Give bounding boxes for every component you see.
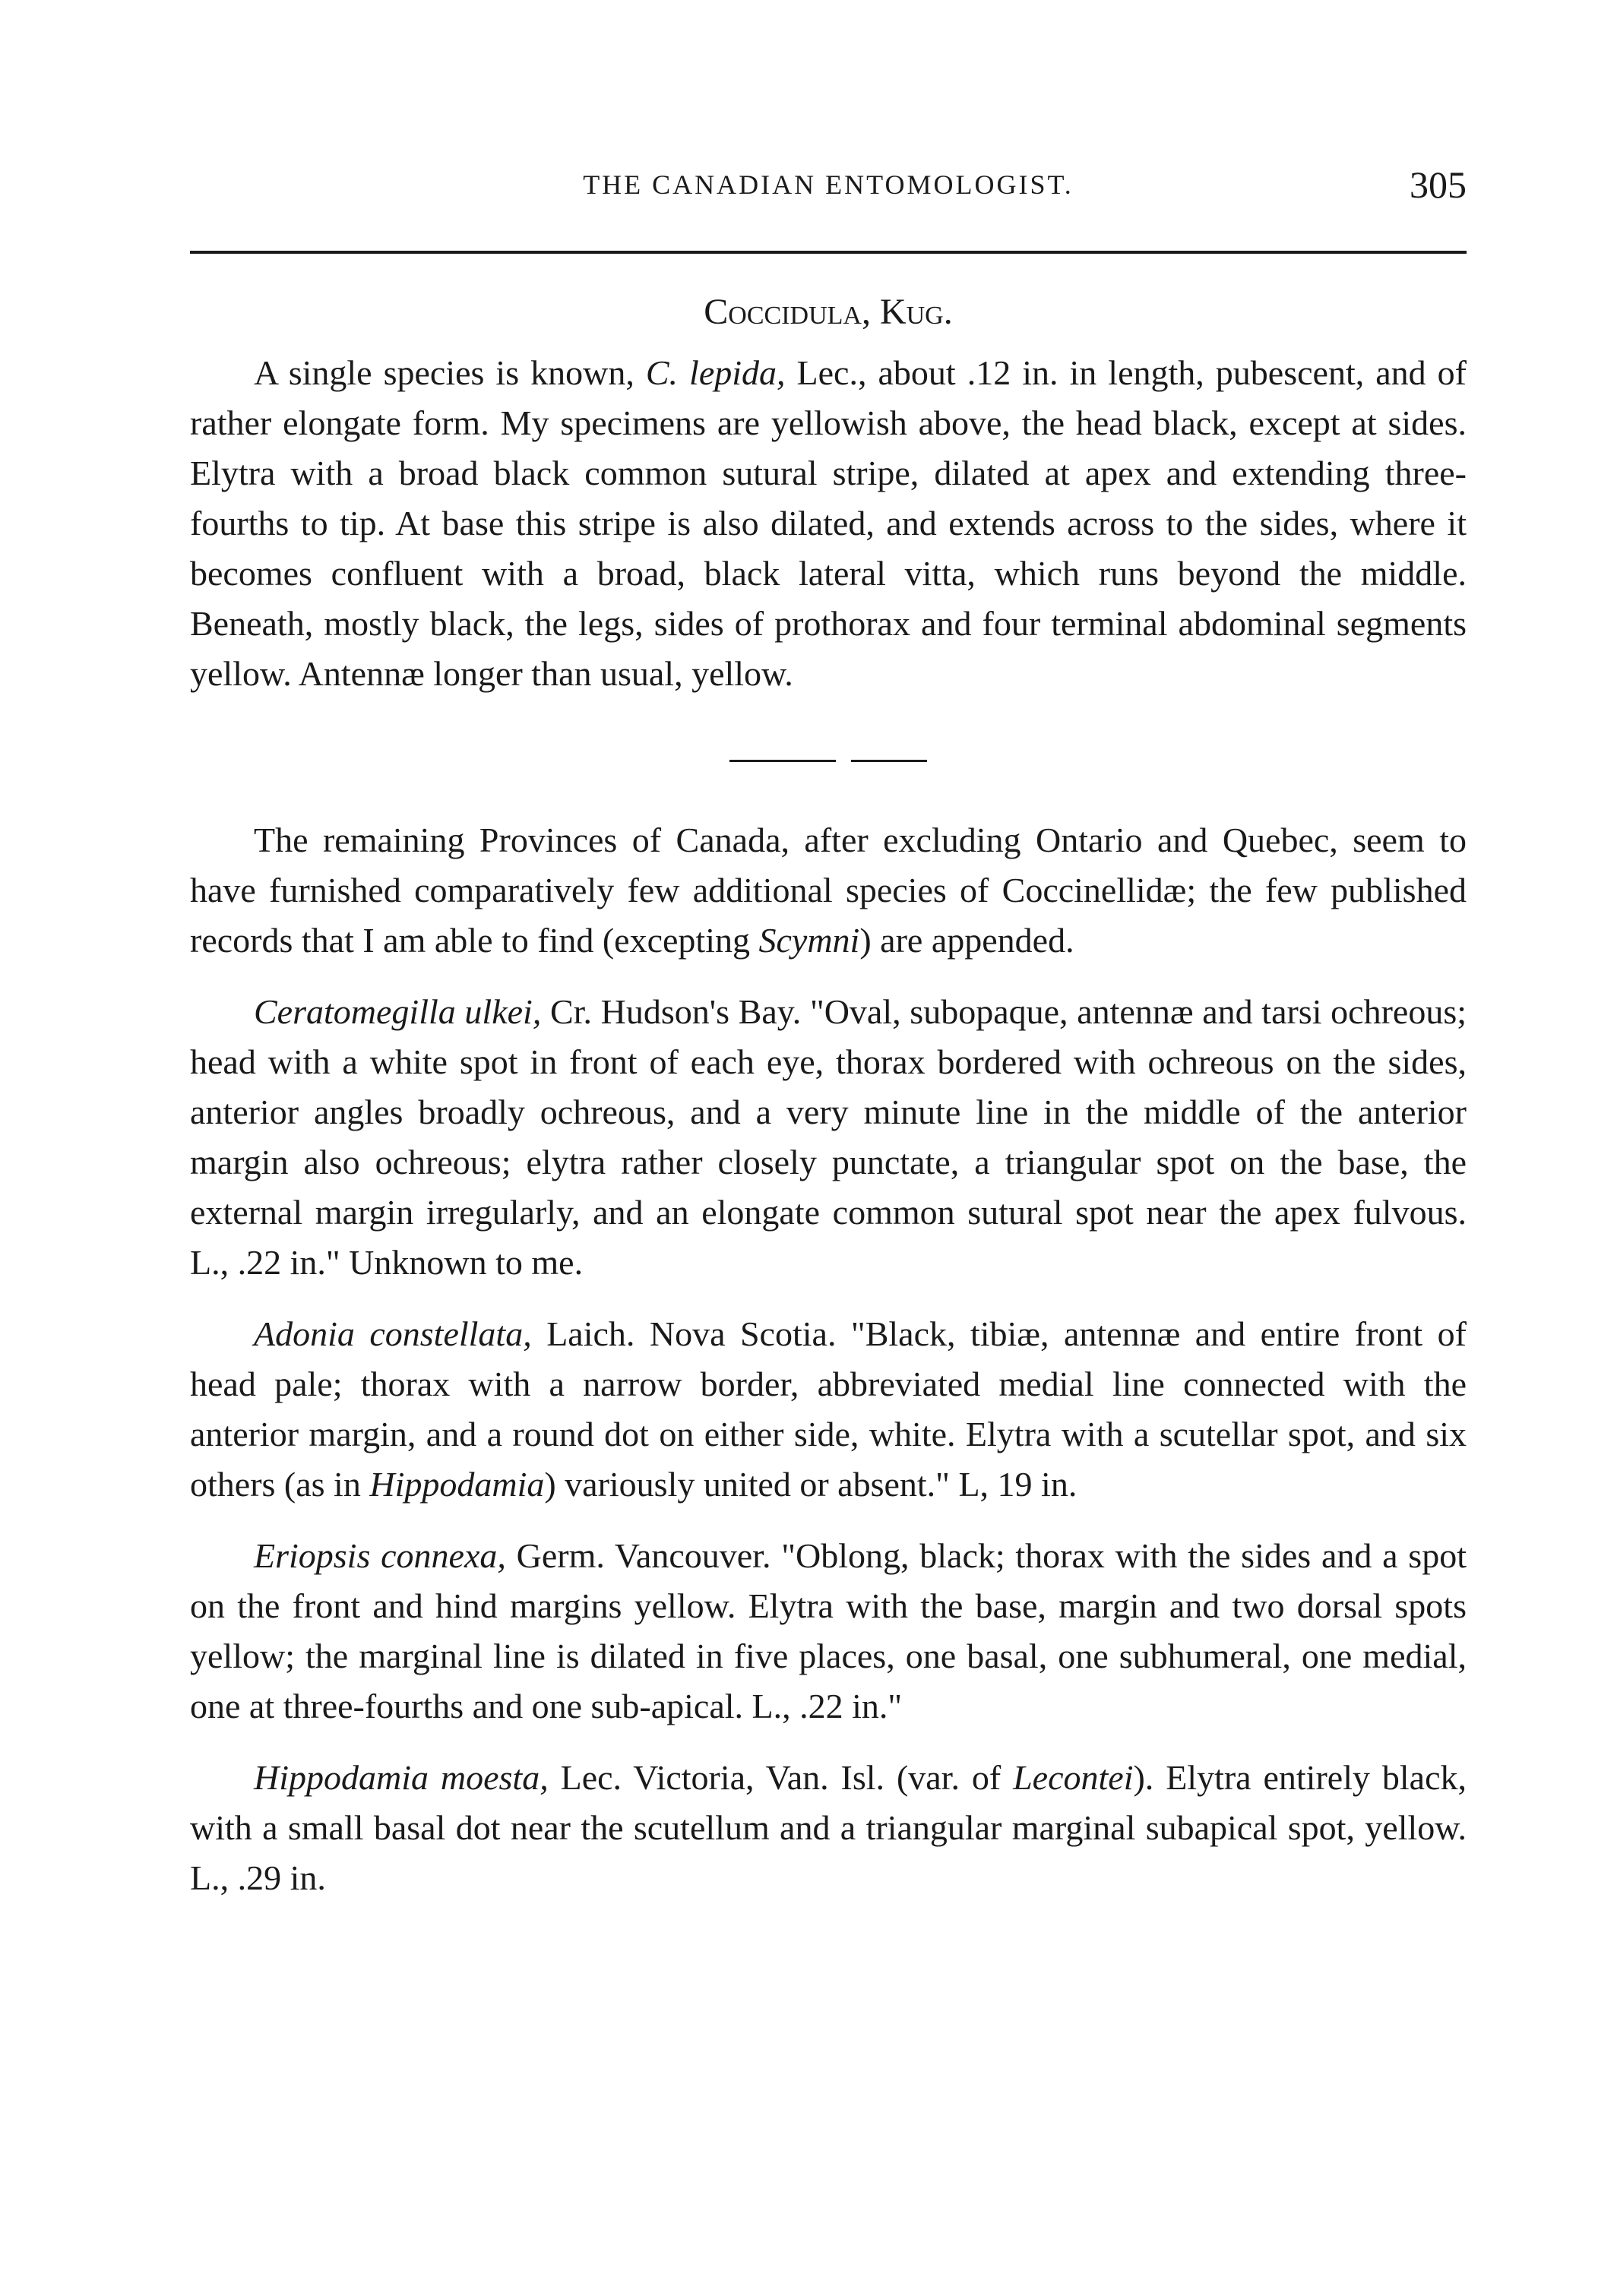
entry-text: ) variously united or absent." L, 19 in. bbox=[544, 1465, 1077, 1504]
entry-text: Cr. Hudson's Bay. "Oval, subopaque, antennæ and tarsi ochreous; head with a white spot in front of each eye, thorax bordered with ochreous on the sides, anterior angles broadly ochreous, and a very minute line in the middle of the anterior margin also ochreous; elytra rather closely punctate, a triangular spot on the base, the external margin irregularly, and an elongate common sutural spot near the apex fulvous. L., .22 in." Unknown to me. bbox=[190, 992, 1467, 1282]
entry-text: Germ. Vancouver. "Oblong, black; thorax with the sides and a spot on the front and hind margins yellow. Elytra with the base, margin and two dorsal spots yellow; the marginal line is dilated in five places, one basal, one subhumeral, one medial, one at three-fourths and one sub-apical. L., .22 in." bbox=[190, 1536, 1467, 1725]
species-entry bbox=[190, 1753, 1467, 1903]
running-head bbox=[190, 163, 1467, 214]
text-run: A single species is known, bbox=[254, 353, 646, 392]
species-name: Adonia constellata, bbox=[254, 1314, 532, 1353]
divider-dash bbox=[851, 760, 927, 762]
species-name: Eriopsis connexa, bbox=[254, 1536, 506, 1575]
text-run: Lec., about .12 in. in length, pubescent, and of rather elongate form. My specimens are yellowish above, the head black, except at sides. Elytra with a broad black common sutural stripe, dilated at apex and extending three-fourths to tip. At base this stripe is also dilated, and extends across to the sides, where it becomes confluent with a broad, black lateral vitta, which runs beyond the middle. Beneath, mostly black, the legs, sides of prothorax and four terminal abdominal segments yellow. Antennæ longer than usual, yellow. bbox=[190, 353, 1467, 693]
text-run: The remaining Provinces of Canada, after excluding Ontario and Quebec, seem to have furnished comparatively few additional species of Coccinellidæ; the few published records that I am able to find (excepting bbox=[190, 821, 1467, 960]
running-title: THE CANADIAN ENTOMOLOGIST. bbox=[583, 169, 1074, 200]
species-entry bbox=[190, 987, 1467, 1288]
species-name: C. lepida, bbox=[645, 353, 786, 392]
genus-name: Hippodamia bbox=[369, 1465, 545, 1504]
page-number: 305 bbox=[1410, 163, 1467, 206]
header-rule bbox=[190, 251, 1467, 254]
coccidula-paragraph bbox=[190, 348, 1467, 699]
species-entry bbox=[190, 1309, 1467, 1510]
body-text bbox=[190, 287, 1467, 1924]
entry-text: Laich. Nova Scotia. "Black, tibiæ, antennæ and entire front of head pale; thorax with a narrow border, abbreviated medial line connected with the anterior margin, and a round dot on either side, white. Elytra with a scutellar spot, and six others (as in bbox=[190, 1314, 1467, 1504]
genus-name: Scymni bbox=[758, 921, 860, 960]
entry-text: Lec. Victoria, Van. Isl. (var. of bbox=[548, 1758, 1014, 1797]
text-run: ) are appended. bbox=[859, 921, 1074, 960]
species-name: Ceratomegilla ulkei, bbox=[254, 992, 542, 1031]
section-heading: Coccidula, Kug. bbox=[704, 292, 953, 332]
species-entry bbox=[190, 1531, 1467, 1731]
entry-text: ). Elytra entirely black, with a small basal dot near the scutellum and a triangular marginal subapical spot, yellow. L., .29 in. bbox=[190, 1758, 1467, 1897]
section-divider bbox=[190, 760, 1467, 762]
divider-dash bbox=[729, 760, 836, 762]
species-name: Lecontei bbox=[1013, 1758, 1134, 1797]
intro-paragraph bbox=[190, 815, 1467, 966]
species-name: Hippodamia moesta, bbox=[254, 1758, 549, 1797]
